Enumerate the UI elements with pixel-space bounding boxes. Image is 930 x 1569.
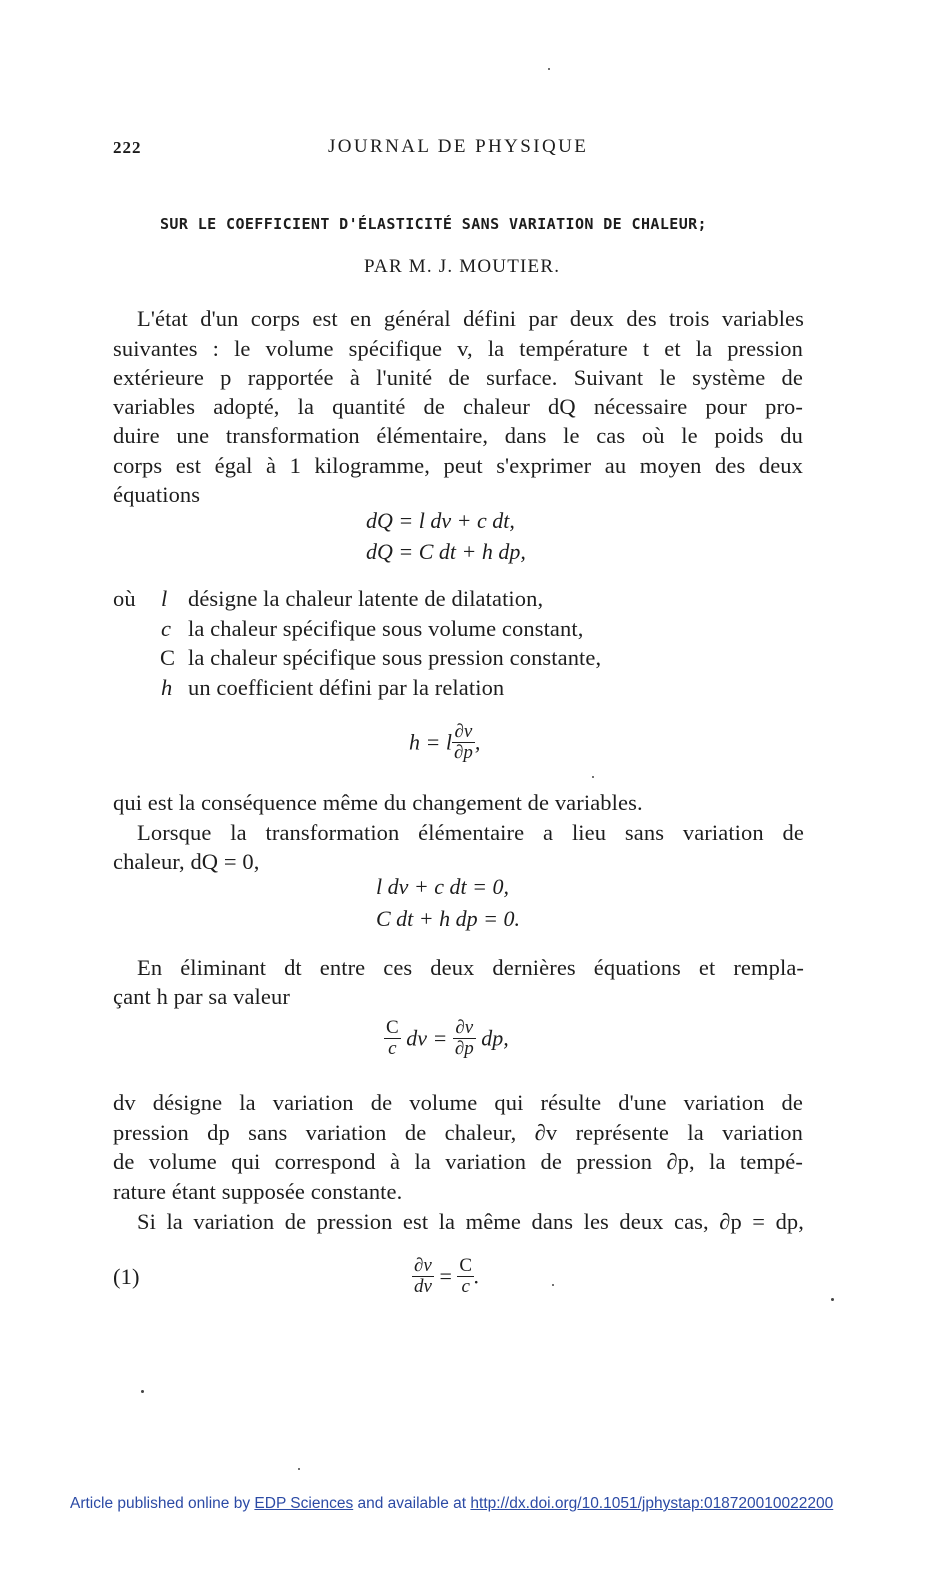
scan-speck xyxy=(548,68,550,70)
definition-symbol-cap-c: C xyxy=(160,645,176,670)
article-title: SUR LE COEFFICIENT D'ÉLASTICITÉ SANS VARIATION DE CHALEUR; xyxy=(160,215,707,233)
equation-3 xyxy=(384,1018,509,1059)
equation-3-left-denominator: c xyxy=(388,1037,397,1059)
footer-prefix: Article published online by xyxy=(70,1495,251,1512)
scan-speck xyxy=(298,1468,300,1470)
equation-dq-1: dQ = l dv + c dt, xyxy=(366,508,515,533)
equation-h-fraction xyxy=(452,722,475,763)
paragraph-2-line-2: Lorsque la transformation élémentaire a lieu sans variation de xyxy=(137,820,804,845)
footer-publisher-link[interactable]: EDP Sciences xyxy=(254,1495,354,1512)
equation-4-equals: = xyxy=(439,1263,452,1289)
paragraph-5-line-1: Si la variation de pression est la même dans les deux cas, ∂p = dp, xyxy=(137,1209,804,1234)
equation-3-right-denominator: ∂p xyxy=(454,1037,474,1059)
paragraph-2-line-1: qui est la conséquence même du changement de variables. xyxy=(113,790,643,815)
paragraph-4-line-3: de volume qui correspond à la variation de pression ∂p, la tempé- xyxy=(113,1149,803,1174)
paragraph-4-line-2: pression dp sans variation de chaleur, ∂v représente la variation xyxy=(113,1120,803,1145)
footer-middle: and available at xyxy=(357,1495,467,1512)
paragraph-1-line-3: extérieure p rapportée à l'unité de surface. Suivant le système de xyxy=(113,365,803,390)
definition-text-l: désigne la chaleur latente de dilatation, xyxy=(188,586,544,611)
equation-3-right-fraction xyxy=(453,1018,476,1059)
definition-symbol-c: c xyxy=(161,616,172,641)
definition-symbol-h: h xyxy=(161,675,173,700)
equation-4-left-fraction xyxy=(412,1256,434,1297)
article-author: PAR M. J. MOUTIER. xyxy=(364,256,561,277)
paragraph-1-line-5: duire une transformation élémentaire, dans le cas où le poids du xyxy=(113,423,803,448)
definition-text-c: la chaleur spécifique sous volume constant, xyxy=(188,616,584,641)
running-title: JOURNAL DE PHYSIQUE xyxy=(328,136,589,157)
equation-h-denominator: ∂p xyxy=(453,741,473,763)
footer-notice xyxy=(70,1496,833,1512)
paragraph-1-line-7: équations xyxy=(113,482,201,507)
paragraph-1-line-2: suivantes : le volume spécifique v, la température t et la pression xyxy=(113,336,803,361)
equation-h-numerator: ∂v xyxy=(452,722,475,743)
equation-3-tail: dp, xyxy=(481,1025,509,1051)
scan-speck xyxy=(592,776,594,778)
equation-adiabatic-1: l dv + c dt = 0, xyxy=(376,874,509,899)
equation-4-right-fraction xyxy=(457,1256,474,1297)
paragraph-3-line-2: çant h par sa valeur xyxy=(113,984,290,1009)
equation-dq-2: dQ = C dt + h dp, xyxy=(366,539,526,564)
equation-3-middle: dv = xyxy=(406,1025,448,1051)
equation-h xyxy=(409,722,480,763)
equation-3-left-fraction xyxy=(384,1018,401,1059)
equation-h-lhs: h = l xyxy=(409,729,452,755)
equation-3-right-numerator: ∂v xyxy=(453,1018,476,1039)
paragraph-1-line-1: L'état d'un corps est en général défini par deux des trois variables xyxy=(137,306,804,331)
definition-text-h: un coefficient défini par la relation xyxy=(188,675,505,700)
footer-doi-link[interactable]: http://dx.doi.org/10.1051/jphystap:018720010022200 xyxy=(470,1495,834,1512)
paragraph-2-line-3: chaleur, dQ = 0, xyxy=(113,849,260,874)
equation-4-left-denominator: dv xyxy=(414,1275,432,1297)
equation-3-left-numerator: C xyxy=(386,1017,399,1038)
equation-4-right-denominator: c xyxy=(461,1275,470,1297)
page-number: 222 xyxy=(113,138,142,157)
scan-speck xyxy=(831,1298,834,1301)
scan-speck xyxy=(141,1390,144,1393)
definitions-where: où xyxy=(113,586,136,611)
equation-adiabatic-2: C dt + h dp = 0. xyxy=(376,906,520,931)
equation-h-tail: , xyxy=(474,729,481,755)
equation-4-left-numerator: ∂v xyxy=(412,1256,434,1277)
equation-4-right-numerator: C xyxy=(459,1255,473,1276)
equation-4 xyxy=(412,1256,480,1297)
paragraph-1-line-6: corps est égal à 1 kilogramme, peut s'exprimer au moyen des deux xyxy=(113,453,803,478)
definition-text-cap-c: la chaleur spécifique sous pression constante, xyxy=(188,645,602,670)
definition-symbol-l: l xyxy=(161,586,168,611)
equation-4-tail: . xyxy=(474,1263,480,1289)
paragraph-4-line-4: rature étant supposée constante. xyxy=(113,1179,403,1204)
paragraph-4-line-1: dv désigne la variation de volume qui résulte d'une variation de xyxy=(113,1090,803,1115)
scan-speck xyxy=(552,1284,554,1286)
paragraph-1-line-4: variables adopté, la quantité de chaleur dQ nécessaire pour pro- xyxy=(113,394,803,419)
paragraph-3-line-1: En éliminant dt entre ces deux dernières équations et rempla- xyxy=(137,955,804,980)
equation-4-label: (1) xyxy=(113,1264,140,1289)
